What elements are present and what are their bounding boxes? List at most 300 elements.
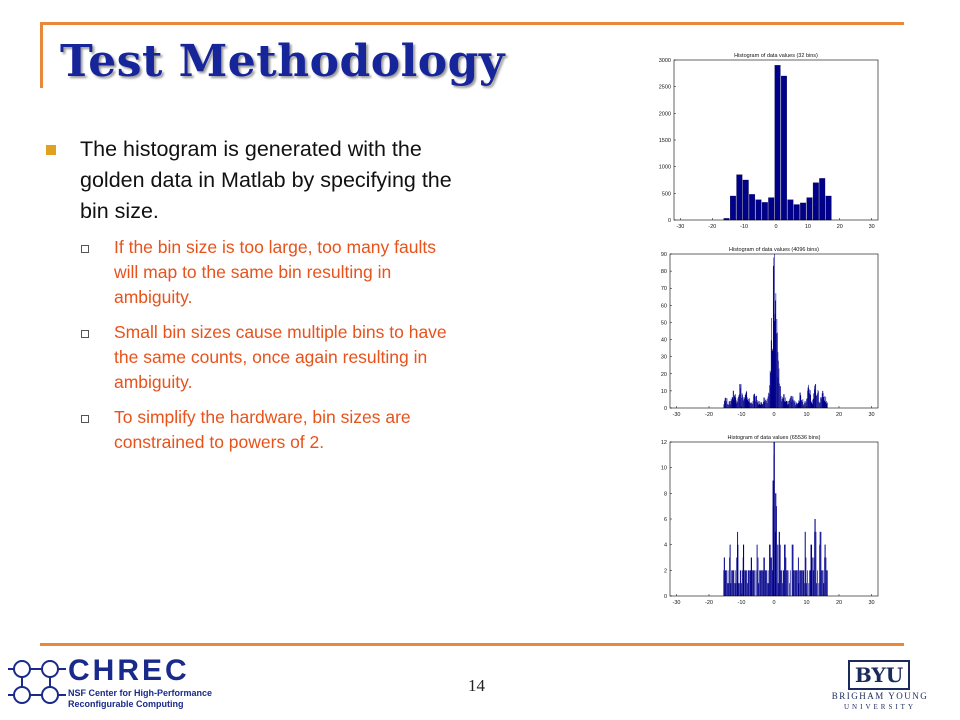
- histogram-bar: [747, 583, 748, 596]
- histogram-bar: [760, 405, 761, 408]
- hollow-square-bullet-icon: [81, 330, 89, 338]
- y-tick-label: 40: [660, 337, 667, 344]
- histogram-bar: [785, 402, 786, 408]
- histogram-bar: [819, 402, 820, 408]
- histogram-bar: [795, 401, 796, 408]
- histogram-bar: [767, 583, 768, 596]
- histogram-bar: [776, 333, 777, 408]
- histogram-bar: [810, 570, 811, 596]
- chart-title: Histogram of data values (4096 bins): [729, 247, 819, 253]
- histogram-bar: [763, 404, 764, 408]
- bottom-rule: [40, 643, 904, 646]
- histogram-bar: [742, 393, 743, 408]
- histogram-bar: [813, 570, 814, 596]
- histogram-bar: [729, 401, 730, 408]
- histogram-bar: [768, 393, 769, 408]
- x-tick-label: -10: [740, 224, 749, 230]
- y-tick-label: 0: [663, 406, 667, 412]
- histogram-bar: [733, 570, 734, 596]
- histogram-bar: [777, 319, 778, 408]
- histogram-bar: [816, 396, 817, 408]
- histogram-bar: [728, 570, 729, 596]
- sub-bullet: [44, 405, 464, 455]
- histogram-bar: [757, 400, 758, 408]
- histogram-bar: [766, 401, 767, 408]
- histogram-bar: [820, 397, 821, 408]
- histogram-bar: [782, 397, 783, 408]
- x-tick-label: 30: [868, 412, 875, 418]
- histogram-bar: [746, 570, 747, 596]
- y-tick-label: 50: [660, 320, 667, 327]
- histogram-bar: [805, 401, 806, 408]
- histogram-bar: [809, 389, 810, 408]
- histogram-bar: [762, 404, 763, 408]
- y-tick-label: 6: [663, 517, 667, 523]
- histogram-bar: [761, 570, 762, 596]
- histogram-bar: [758, 583, 759, 596]
- histogram-bar: [768, 396, 769, 408]
- byu-logo-line1: BRIGHAM YOUNG: [831, 691, 929, 701]
- histogram-bar: [787, 570, 788, 596]
- histogram-bar: [753, 570, 754, 596]
- x-tick-label: 0: [774, 224, 778, 230]
- histogram-bar: [756, 396, 757, 408]
- histogram-bar: [795, 405, 796, 408]
- histogram-bar: [825, 402, 826, 408]
- sub-bullet: [44, 320, 464, 395]
- histogram-bar: [802, 402, 803, 408]
- histogram-bar: [801, 400, 802, 408]
- histogram-bar: [745, 570, 746, 596]
- histogram-bar: [731, 399, 732, 408]
- histogram-bar: [755, 397, 756, 408]
- histogram-bar: [809, 393, 810, 408]
- histogram-bar: [761, 402, 762, 408]
- histogram-bar: [790, 570, 791, 596]
- histogram-bar: [750, 403, 751, 408]
- histogram-bar: [788, 200, 794, 220]
- histogram-bar: [737, 175, 743, 220]
- histogram-bar: [752, 404, 753, 408]
- histogram-bar: [751, 403, 752, 408]
- histogram-bar: [799, 401, 800, 408]
- histogram-bar: [801, 570, 802, 596]
- histogram-bar: [744, 399, 745, 408]
- bullet-list: [44, 134, 464, 465]
- histogram-bar: [814, 386, 815, 408]
- histogram-bar: [772, 351, 773, 408]
- y-tick-label: 2500: [658, 84, 671, 91]
- y-tick-label: 60: [660, 303, 667, 310]
- histogram-bar: [724, 401, 725, 408]
- histogram-32-bins: [640, 48, 890, 240]
- x-tick-label: -30: [676, 224, 685, 230]
- histogram-bar: [814, 399, 815, 408]
- histogram-bar: [751, 403, 752, 408]
- histogram-bar: [821, 397, 822, 408]
- y-tick-label: 8: [663, 491, 667, 498]
- left-rule: [40, 22, 43, 88]
- histogram-bar: [728, 404, 729, 408]
- histogram-bar: [786, 570, 787, 596]
- histogram-bar: [793, 545, 794, 596]
- histogram-bar: [800, 570, 801, 596]
- histogram-bar: [817, 570, 818, 596]
- histogram-bar: [771, 558, 772, 597]
- histogram-4096-bins: [640, 240, 890, 428]
- x-tick-label: 20: [836, 224, 843, 230]
- top-rule: [40, 22, 904, 25]
- histogram-bar: [749, 194, 755, 220]
- histogram-bar: [758, 401, 759, 408]
- histogram-bar: [794, 205, 800, 220]
- x-tick-label: 10: [804, 224, 811, 230]
- x-tick-label: 20: [835, 412, 843, 418]
- histogram-bar: [742, 395, 743, 408]
- histogram-bar: [729, 401, 730, 408]
- histogram-bar: [730, 401, 731, 408]
- histogram-bar: [783, 570, 784, 596]
- histogram-bar: [732, 398, 733, 408]
- histogram-bar: [759, 570, 760, 596]
- histogram-bar: [771, 318, 772, 408]
- sub-bullet: [44, 235, 464, 310]
- y-tick-label: 70: [660, 286, 667, 293]
- x-tick-label: -30: [672, 600, 681, 606]
- histogram-bar: [784, 401, 785, 408]
- chrec-subtitle-line: NSF Center for High-Performance: [68, 688, 213, 698]
- histogram-bar: [766, 570, 767, 596]
- slide-title: Test Methodology: [60, 36, 505, 87]
- histogram-panel: [640, 48, 890, 616]
- histogram-bar: [819, 403, 820, 408]
- histogram-bar: [766, 570, 767, 596]
- histogram-bar: [744, 397, 745, 408]
- histogram-bar: [782, 399, 783, 408]
- histogram-bar: [823, 570, 824, 596]
- histogram-bar: [734, 395, 735, 408]
- histogram-bar: [726, 401, 727, 408]
- histogram-bar: [802, 400, 803, 408]
- x-tick-label: -20: [705, 600, 713, 606]
- histogram-bar: [752, 570, 753, 596]
- histogram-bar: [745, 395, 746, 408]
- histogram-bar: [813, 393, 814, 408]
- histogram-bar: [793, 401, 794, 408]
- chrec-logo-icon: [8, 655, 66, 711]
- histogram-bar: [742, 570, 743, 596]
- histogram-bar: [803, 399, 804, 408]
- histogram-bar: [781, 401, 782, 408]
- histogram-bar: [807, 198, 813, 220]
- histogram-bar: [801, 570, 802, 596]
- histogram-bar: [739, 395, 740, 408]
- histogram-bar: [768, 583, 769, 596]
- histogram-bar: [762, 570, 763, 596]
- x-tick-label: -10: [737, 412, 746, 418]
- histogram-bar: [735, 570, 736, 596]
- histogram-bar: [797, 403, 798, 408]
- histogram-bar: [730, 196, 736, 220]
- x-tick-label: 30: [868, 600, 875, 606]
- histogram-bar: [791, 396, 792, 408]
- histogram-bar: [738, 583, 739, 596]
- histogram-bar: [817, 395, 818, 408]
- histogram-bar: [761, 570, 762, 596]
- histogram-bar: [796, 570, 797, 596]
- histogram-bar: [798, 400, 799, 408]
- histogram-bar: [789, 400, 790, 408]
- histogram-bar: [820, 403, 821, 408]
- histogram-bar: [765, 401, 766, 408]
- hollow-square-bullet-icon: [81, 245, 89, 253]
- histogram-bar: [733, 570, 734, 596]
- x-tick-label: -10: [737, 600, 746, 606]
- histogram-bar: [804, 403, 805, 408]
- histogram-bar: [778, 583, 779, 596]
- histogram-bar: [756, 396, 757, 408]
- histogram-bar: [790, 399, 791, 408]
- main-bullet-text: The histogram is generated with the golden data in Matlab by specifying the bin size.: [80, 137, 452, 223]
- histogram-bar: [811, 402, 812, 408]
- histogram-bar: [731, 570, 732, 596]
- histogram-bar: [754, 570, 755, 596]
- histogram-bar: [749, 398, 750, 408]
- histogram-bar: [736, 397, 737, 408]
- histogram-bar: [727, 404, 728, 408]
- histogram-bar: [771, 558, 772, 597]
- histogram-bar: [819, 583, 820, 596]
- histogram-bar: [748, 570, 749, 596]
- x-tick-label: 0: [772, 412, 776, 418]
- histogram-bar: [747, 400, 748, 408]
- histogram-bar: [788, 570, 789, 596]
- x-tick-label: 20: [835, 600, 843, 606]
- histogram-bar: [750, 402, 751, 408]
- histogram-bar: [825, 397, 826, 408]
- histogram-bar: [740, 570, 741, 596]
- histogram-bar: [821, 398, 822, 408]
- histogram-bar: [788, 401, 789, 408]
- sub-bullet-text: To simplify the hardware, bin sizes are constrained to powers of 2.: [114, 407, 411, 452]
- histogram-bar: [781, 76, 787, 220]
- histogram-bar: [805, 403, 806, 408]
- histogram-bar: [814, 558, 815, 597]
- x-tick-label: -30: [672, 412, 681, 418]
- histogram-bar: [767, 399, 768, 408]
- histogram-bar: [807, 570, 808, 596]
- histogram-bar: [827, 404, 828, 408]
- x-tick-label: -20: [705, 412, 713, 418]
- histogram-bar: [737, 403, 738, 408]
- histogram-bar: [781, 396, 782, 408]
- histogram-bar: [731, 583, 732, 596]
- histogram-bar: [785, 398, 786, 408]
- histogram-bar: [788, 401, 789, 408]
- histogram-bar: [794, 570, 795, 596]
- histogram-bar: [812, 400, 813, 408]
- histogram-bar: [779, 383, 780, 408]
- histogram-bar: [780, 386, 781, 408]
- histogram-bar: [727, 583, 728, 596]
- histogram-bar: [804, 570, 805, 596]
- histogram-bar: [826, 570, 827, 596]
- histogram-bar: [773, 266, 774, 408]
- histogram-bar: [732, 570, 733, 596]
- histogram-bar: [768, 570, 769, 596]
- histogram-65536-bins: [640, 428, 890, 616]
- histogram-bar: [780, 545, 781, 596]
- histogram-bar: [798, 403, 799, 408]
- histogram-bar: [738, 397, 739, 408]
- histogram-bar: [826, 558, 827, 597]
- histogram-bar: [730, 404, 731, 408]
- y-tick-label: 20: [660, 371, 667, 378]
- histogram-bar: [738, 398, 739, 408]
- byu-logo-line2: UNIVERSITY: [844, 703, 916, 711]
- histogram-bar: [803, 570, 804, 596]
- square-bullet-icon: [46, 145, 56, 155]
- histogram-bar: [745, 394, 746, 408]
- histogram-bar: [765, 400, 766, 408]
- histogram-bar: [757, 402, 758, 408]
- histogram-bar: [819, 178, 825, 220]
- histogram-bar: [775, 65, 781, 220]
- histogram-bar: [796, 402, 797, 408]
- histogram-bar: [748, 570, 749, 596]
- histogram-bar: [739, 583, 740, 596]
- histogram-bar: [781, 570, 782, 596]
- histogram-bar: [797, 570, 798, 596]
- page-number: 14: [468, 676, 485, 695]
- sub-bullet-text: If the bin size is too large, too many faults will map to the same bin resulting in ambiguity.: [114, 237, 436, 307]
- y-tick-label: 0: [667, 218, 671, 224]
- histogram-bar: [807, 398, 808, 408]
- histogram-bar: [767, 403, 768, 408]
- sub-bullet-text: Small bin sizes cause multiple bins to have the same counts, once again resulting in ambiguity.: [114, 322, 447, 392]
- histogram-bar: [796, 404, 797, 408]
- y-tick-label: 2000: [658, 111, 671, 118]
- histogram-bar: [736, 583, 737, 596]
- y-tick-label: 1500: [658, 138, 671, 144]
- y-tick-label: 80: [660, 269, 667, 276]
- histogram-bar: [815, 389, 816, 408]
- chrec-logo-subtitle: [68, 688, 212, 710]
- histogram-bar: [794, 400, 795, 408]
- hollow-square-bullet-icon: [81, 415, 89, 423]
- histogram-bar: [749, 401, 750, 408]
- histogram-bar: [824, 396, 825, 408]
- histogram-bar: [752, 404, 753, 408]
- histogram-bar: [728, 405, 729, 408]
- histogram-bar: [800, 203, 806, 220]
- histogram-bar: [753, 401, 754, 408]
- histogram-bar: [812, 558, 813, 597]
- byu-logo-name: BYU: [854, 663, 904, 687]
- histogram-bar: [810, 395, 811, 408]
- histogram-bar: [827, 403, 828, 408]
- histogram-bar: [760, 570, 761, 596]
- y-tick-label: 4: [663, 542, 667, 549]
- chart-title: Histogram of data values (65536 bins): [727, 435, 821, 441]
- chrec-subtitle-line: Reconfigurable Computing: [68, 699, 184, 709]
- histogram-bar: [783, 570, 784, 596]
- histogram-bar: [803, 404, 804, 408]
- histogram-bar: [786, 401, 787, 408]
- histogram-bar: [753, 395, 754, 408]
- histogram-bar: [789, 583, 790, 596]
- histogram-bar: [776, 506, 777, 596]
- histogram-bar: [731, 401, 732, 408]
- histogram-bar: [736, 401, 737, 408]
- histogram-bar: [743, 397, 744, 408]
- chart-title: Histogram of data values (32 bins): [734, 53, 818, 59]
- histogram-bar: [824, 401, 825, 408]
- histogram-bar: [804, 405, 805, 408]
- y-tick-label: 10: [660, 465, 667, 472]
- histogram-bar: [743, 180, 749, 220]
- histogram-bar: [782, 583, 783, 596]
- histogram-bar: [734, 396, 735, 408]
- histogram-bar: [786, 558, 787, 597]
- histogram-bar: [790, 398, 791, 408]
- histogram-bar: [802, 570, 803, 596]
- histogram-bar: [812, 404, 813, 408]
- histogram-bar: [779, 369, 780, 408]
- histogram-bar: [818, 391, 819, 408]
- x-tick-label: 0: [772, 600, 776, 606]
- histogram-bar: [787, 404, 788, 408]
- histogram-bar: [749, 570, 750, 596]
- histogram-bar: [826, 401, 827, 408]
- histogram-bar: [766, 399, 767, 408]
- histogram-bar: [797, 404, 798, 408]
- histogram-bar: [777, 545, 778, 596]
- histogram-bar: [816, 532, 817, 596]
- histogram-bar: [746, 570, 747, 596]
- histogram-bar: [734, 583, 735, 596]
- histogram-bar: [743, 401, 744, 408]
- histogram-bar: [736, 558, 737, 597]
- histogram-bar: [728, 583, 729, 596]
- histogram-bar: [809, 570, 810, 596]
- histogram-bar: [760, 402, 761, 408]
- histogram-bar: [813, 183, 819, 220]
- histogram-bar: [789, 404, 790, 408]
- histogram-bar: [744, 570, 745, 596]
- x-tick-label: -20: [708, 224, 717, 230]
- histogram-bar: [821, 570, 822, 596]
- histogram-bar: [795, 570, 796, 596]
- histogram-bar: [786, 401, 787, 408]
- histogram-bar: [750, 570, 751, 596]
- histogram-bar: [724, 404, 725, 408]
- histogram-bar: [759, 404, 760, 408]
- histogram-bar: [759, 401, 760, 408]
- histogram-bar: [801, 395, 802, 408]
- histogram-bar: [768, 198, 774, 220]
- histogram-bar: [741, 570, 742, 596]
- chrec-logo-name: CHREC: [68, 654, 190, 687]
- histogram-bar: [753, 570, 754, 596]
- histogram-bar: [762, 404, 763, 408]
- histogram-bar: [762, 202, 768, 220]
- histogram-bar: [818, 390, 819, 408]
- histogram-bar: [781, 570, 782, 596]
- histogram-bar: [732, 397, 733, 408]
- histogram-bar: [811, 401, 812, 408]
- histogram-bar: [823, 397, 824, 408]
